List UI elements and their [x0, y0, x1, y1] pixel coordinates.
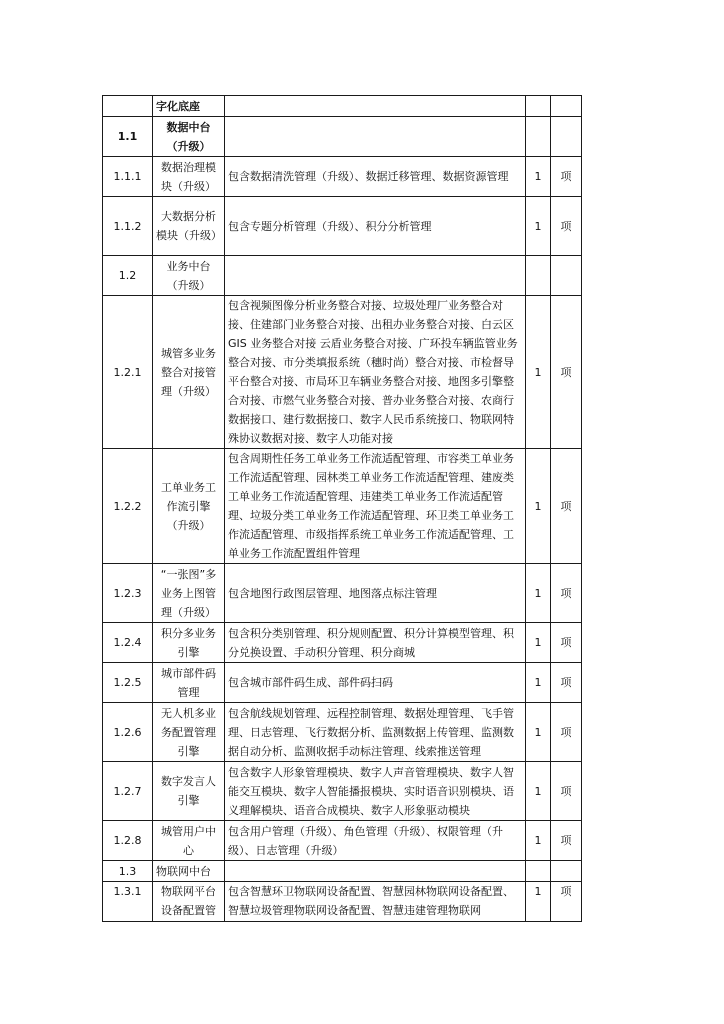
item-name: 物联网平台设备配置管: [153, 882, 225, 922]
table-row: [103, 623, 582, 663]
spec-table: [102, 95, 582, 922]
item-unit: [551, 117, 582, 157]
item-unit: 项: [551, 564, 582, 623]
item-unit: 项: [551, 762, 582, 821]
table-row: [103, 762, 582, 821]
table-row: [103, 564, 582, 623]
item-description: 包含周期性任务工单业务工作流适配管理、市容类工单业务工作流适配管理、园林类工单业务工作流适配管理、建废类工单业务工作流适配管理、违建类工单业务工作流适配管理、垃圾分类工单业务工作流适配管理、环卫类工单业务工作流适配管理、市级指挥系统工单业务工作流适配管理、工单业务工作流配置组件管理: [225, 449, 526, 564]
item-name: 城管用户中心: [153, 821, 225, 861]
item-name: “一张图”多业务上图管理（升级）: [153, 564, 225, 623]
item-unit: [551, 256, 582, 296]
item-unit: 项: [551, 296, 582, 449]
table-row: [103, 96, 582, 117]
table-row: [103, 256, 582, 296]
item-description: 包含城市部件码生成、部件码扫码: [225, 663, 526, 703]
item-unit: 项: [551, 197, 582, 256]
item-quantity: [526, 96, 551, 117]
table-row: [103, 296, 582, 449]
row-number: 1.2.3: [103, 564, 153, 623]
item-description: 包含智慧环卫物联网设备配置、智慧园林物联网设备配置、智慧垃圾管理物联网设备配置、智慧违建管理物联网: [225, 882, 526, 922]
item-description: 包含专题分析管理（升级）、积分分析管理: [225, 197, 526, 256]
item-name: 数据治理模块（升级）: [153, 157, 225, 197]
item-quantity: 1: [526, 623, 551, 663]
item-quantity: 1: [526, 703, 551, 762]
item-description: 包含视频图像分析业务整合对接、垃圾处理厂业务整合对接、住建部门业务整合对接、出租办业务整合对接、白云区 GIS 业务整合对接 云盾业务整合对接、广环投车辆监管业务整合对接、市分类填报系统（穗时尚）整合对接、市检督导平台整合对接、市局环卫车辆业务整合对接、地图多引擎整合对接、市燃气业务整合对接、普办业务整合对接、农商行数据接口、建行数据接口、数字人民币系统接口、物联网特殊协议数据对接、数字人功能对接: [225, 296, 526, 449]
row-number: 1.2: [103, 256, 153, 296]
item-description: 包含用户管理（升级）、角色管理（升级）、权限管理（升级）、日志管理（升级）: [225, 821, 526, 861]
item-quantity: 1: [526, 197, 551, 256]
item-quantity: [526, 861, 551, 882]
item-name: 业务中台（升级）: [153, 256, 225, 296]
row-number: 1.2.6: [103, 703, 153, 762]
item-quantity: 1: [526, 449, 551, 564]
table-row: [103, 861, 582, 882]
item-unit: [551, 96, 582, 117]
row-number: 1.2.5: [103, 663, 153, 703]
item-description: [225, 96, 526, 117]
item-description: [225, 117, 526, 157]
item-quantity: [526, 256, 551, 296]
item-name: 数字发言人引擎: [153, 762, 225, 821]
item-unit: 项: [551, 821, 582, 861]
item-name: 物联网中台: [153, 861, 225, 882]
item-quantity: 1: [526, 564, 551, 623]
item-name: 大数据分析模块（升级）: [153, 197, 225, 256]
row-number: [103, 96, 153, 117]
item-unit: [551, 861, 582, 882]
item-quantity: 1: [526, 882, 551, 922]
item-name: 数据中台（升级）: [153, 117, 225, 157]
item-description: 包含地图行政图层管理、地图落点标注管理: [225, 564, 526, 623]
item-quantity: [526, 117, 551, 157]
item-quantity: 1: [526, 296, 551, 449]
row-number: 1.2.2: [103, 449, 153, 564]
item-unit: 项: [551, 623, 582, 663]
item-unit: 项: [551, 449, 582, 564]
item-name: 工单业务工作流引擎（升级）: [153, 449, 225, 564]
item-description: 包含积分类别管理、积分规则配置、积分计算模型管理、积分兑换设置、手动积分管理、积分商城: [225, 623, 526, 663]
row-number: 1.3.1: [103, 882, 153, 922]
item-name: 无人机多业务配置管理引擎: [153, 703, 225, 762]
row-number: 1.3: [103, 861, 153, 882]
row-number: 1.1: [103, 117, 153, 157]
row-number: 1.1.1: [103, 157, 153, 197]
item-unit: 项: [551, 663, 582, 703]
item-unit: 项: [551, 882, 582, 922]
item-description: 包含航线规划管理、远程控制管理、数据处理管理、飞手管理、日志管理、飞行数据分析、监测数据上传管理、监测数据自动分析、监测收据手动标注管理、线索推送管理: [225, 703, 526, 762]
table-row: [103, 197, 582, 256]
row-number: 1.2.1: [103, 296, 153, 449]
item-unit: 项: [551, 157, 582, 197]
item-name: 字化底座: [153, 96, 225, 117]
row-number: 1.2.8: [103, 821, 153, 861]
table-row: [103, 117, 582, 157]
item-description: [225, 256, 526, 296]
table-row: [103, 821, 582, 861]
row-number: 1.2.4: [103, 623, 153, 663]
item-quantity: 1: [526, 157, 551, 197]
item-quantity: 1: [526, 762, 551, 821]
table-row: [103, 449, 582, 564]
row-number: 1.2.7: [103, 762, 153, 821]
item-name: 积分多业务引擎: [153, 623, 225, 663]
item-quantity: 1: [526, 821, 551, 861]
item-quantity: 1: [526, 663, 551, 703]
table-row: [103, 703, 582, 762]
item-unit: 项: [551, 703, 582, 762]
table-row: [103, 157, 582, 197]
item-name: 城管多业务整合对接管理（升级）: [153, 296, 225, 449]
item-description: 包含数据清洗管理（升级）、数据迁移管理、数据资源管理: [225, 157, 526, 197]
row-number: 1.1.2: [103, 197, 153, 256]
table-row: [103, 663, 582, 703]
item-name: 城市部件码管理: [153, 663, 225, 703]
item-description: [225, 861, 526, 882]
table-row: [103, 882, 582, 922]
item-description: 包含数字人形象管理模块、数字人声音管理模块、数字人智能交互模块、数字人智能播报模块、实时语音识别模块、语义理解模块、语音合成模块、数字人形象驱动模块: [225, 762, 526, 821]
